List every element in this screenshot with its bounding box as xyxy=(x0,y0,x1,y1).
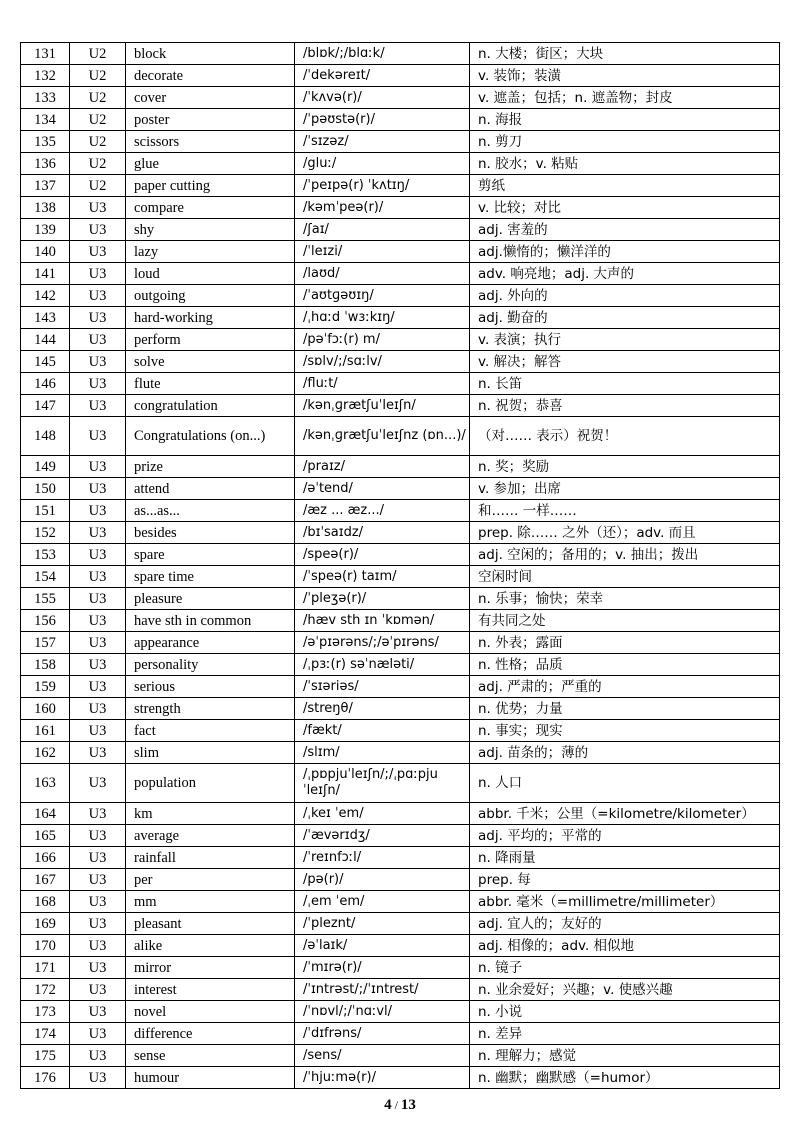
table-row xyxy=(21,742,780,764)
phonetic: /pəˈfɔː(r) m/ xyxy=(295,329,470,351)
unit-label: U3 xyxy=(70,417,126,456)
chinese-meaning: n. 海报 xyxy=(470,109,780,131)
entry-number: 158 xyxy=(21,654,70,676)
entry-number: 153 xyxy=(21,544,70,566)
chinese-meaning: 有共同之处 xyxy=(470,610,780,632)
phonetic: /ˈsɪəriəs/ xyxy=(295,676,470,698)
chinese-meaning: n. 长笛 xyxy=(470,373,780,395)
entry-number: 171 xyxy=(21,957,70,979)
unit-label: U2 xyxy=(70,175,126,197)
entry-number: 174 xyxy=(21,1023,70,1045)
phonetic: /ˈmɪrə(r)/ xyxy=(295,957,470,979)
phonetic: /laʊd/ xyxy=(295,263,470,285)
english-word: strength xyxy=(126,698,295,720)
unit-label: U3 xyxy=(70,632,126,654)
entry-number: 170 xyxy=(21,935,70,957)
unit-label: U2 xyxy=(70,65,126,87)
chinese-meaning: （对…… 表示）祝贺！ xyxy=(470,417,780,456)
entry-number: 172 xyxy=(21,979,70,1001)
chinese-meaning: adj. 勤奋的 xyxy=(470,307,780,329)
unit-label: U3 xyxy=(70,935,126,957)
chinese-meaning: n. 事实；现实 xyxy=(470,720,780,742)
english-word: loud xyxy=(126,263,295,285)
phonetic: /streŋθ/ xyxy=(295,698,470,720)
chinese-meaning: n. 胶水；v. 粘贴 xyxy=(470,153,780,175)
english-word: spare xyxy=(126,544,295,566)
phonetic: /ˈaʊtɡəʊɪŋ/ xyxy=(295,285,470,307)
unit-label: U3 xyxy=(70,1045,126,1067)
entry-number: 167 xyxy=(21,869,70,891)
phonetic: /ˈkʌvə(r)/ xyxy=(295,87,470,109)
unit-label: U3 xyxy=(70,720,126,742)
unit-label: U3 xyxy=(70,1067,126,1089)
phonetic: /ˈævərɪdʒ/ xyxy=(295,825,470,847)
english-word: congratulation xyxy=(126,395,295,417)
english-word: average xyxy=(126,825,295,847)
phonetic: /ˌpɜː(r) səˈnæləti/ xyxy=(295,654,470,676)
english-word: besides xyxy=(126,522,295,544)
table-row xyxy=(21,632,780,654)
vocabulary-table xyxy=(20,42,780,1089)
english-word: appearance xyxy=(126,632,295,654)
phonetic: /kənˌɡrætʃuˈleɪʃnz (ɒn...)/ xyxy=(295,417,470,456)
table-row xyxy=(21,935,780,957)
table-row xyxy=(21,979,780,1001)
phonetic: /ˈnɒvl/;/ˈnɑːvl/ xyxy=(295,1001,470,1023)
chinese-meaning: adj. 严肃的；严重的 xyxy=(470,676,780,698)
entry-number: 164 xyxy=(21,803,70,825)
chinese-meaning: adj. 外向的 xyxy=(470,285,780,307)
table-row xyxy=(21,803,780,825)
chinese-meaning: prep. 除…… 之外（还）；adv. 而且 xyxy=(470,522,780,544)
chinese-meaning: 剪纸 xyxy=(470,175,780,197)
phonetic: /əˈpɪərəns/;/əˈpɪrəns/ xyxy=(295,632,470,654)
english-word: glue xyxy=(126,153,295,175)
unit-label: U3 xyxy=(70,329,126,351)
english-word: spare time xyxy=(126,566,295,588)
entry-number: 162 xyxy=(21,742,70,764)
english-word: as...as... xyxy=(126,500,295,522)
phonetic: /bɪˈsaɪdz/ xyxy=(295,522,470,544)
chinese-meaning: v. 遮盖；包括；n. 遮盖物；封皮 xyxy=(470,87,780,109)
phonetic: /pə(r)/ xyxy=(295,869,470,891)
table-row xyxy=(21,847,780,869)
table-row xyxy=(21,588,780,610)
entry-number: 176 xyxy=(21,1067,70,1089)
unit-label: U2 xyxy=(70,131,126,153)
english-word: sense xyxy=(126,1045,295,1067)
table-row xyxy=(21,676,780,698)
unit-label: U3 xyxy=(70,395,126,417)
english-word: humour xyxy=(126,1067,295,1089)
table-row xyxy=(21,764,780,803)
chinese-meaning: n. 优势；力量 xyxy=(470,698,780,720)
chinese-meaning: adj. 平均的；平常的 xyxy=(470,825,780,847)
table-row xyxy=(21,417,780,456)
chinese-meaning: n. 业余爱好；兴趣；v. 使感兴趣 xyxy=(470,979,780,1001)
phonetic: /əˈtend/ xyxy=(295,478,470,500)
table-row xyxy=(21,544,780,566)
entry-number: 144 xyxy=(21,329,70,351)
entry-number: 151 xyxy=(21,500,70,522)
table-row xyxy=(21,654,780,676)
unit-label: U3 xyxy=(70,698,126,720)
phonetic: /ʃaɪ/ xyxy=(295,219,470,241)
table-row xyxy=(21,43,780,65)
unit-label: U3 xyxy=(70,588,126,610)
chinese-meaning: n. 降雨量 xyxy=(470,847,780,869)
page-separator: / xyxy=(394,1098,398,1112)
entry-number: 133 xyxy=(21,87,70,109)
phonetic: /fækt/ xyxy=(295,720,470,742)
entry-number: 141 xyxy=(21,263,70,285)
entry-number: 166 xyxy=(21,847,70,869)
phonetic: /ˈɪntrəst/;/ˈɪntrest/ xyxy=(295,979,470,1001)
unit-label: U3 xyxy=(70,263,126,285)
unit-label: U3 xyxy=(70,913,126,935)
entry-number: 163 xyxy=(21,764,70,803)
english-word: novel xyxy=(126,1001,295,1023)
unit-label: U3 xyxy=(70,522,126,544)
table-row xyxy=(21,478,780,500)
phonetic: /ˌem ˈem/ xyxy=(295,891,470,913)
chinese-meaning: n. 性格；品质 xyxy=(470,654,780,676)
table-row xyxy=(21,65,780,87)
phonetic: /kənˌɡrætʃuˈleɪʃn/ xyxy=(295,395,470,417)
entry-number: 154 xyxy=(21,566,70,588)
unit-label: U3 xyxy=(70,764,126,803)
entry-number: 148 xyxy=(21,417,70,456)
table-row xyxy=(21,500,780,522)
chinese-meaning: v. 表演；执行 xyxy=(470,329,780,351)
phonetic: /ˈspeə(r) taɪm/ xyxy=(295,566,470,588)
phonetic: /slɪm/ xyxy=(295,742,470,764)
table-row xyxy=(21,109,780,131)
chinese-meaning: n. 差异 xyxy=(470,1023,780,1045)
table-row xyxy=(21,395,780,417)
unit-label: U2 xyxy=(70,153,126,175)
table-row xyxy=(21,698,780,720)
chinese-meaning: prep. 每 xyxy=(470,869,780,891)
entry-number: 168 xyxy=(21,891,70,913)
english-word: difference xyxy=(126,1023,295,1045)
english-word: pleasure xyxy=(126,588,295,610)
phonetic: /ˈleɪzi/ xyxy=(295,241,470,263)
chinese-meaning: v. 参加；出席 xyxy=(470,478,780,500)
unit-label: U3 xyxy=(70,654,126,676)
english-word: mm xyxy=(126,891,295,913)
table-row xyxy=(21,891,780,913)
unit-label: U3 xyxy=(70,825,126,847)
phonetic: /sɒlv/;/sɑːlv/ xyxy=(295,351,470,373)
entry-number: 159 xyxy=(21,676,70,698)
unit-label: U3 xyxy=(70,285,126,307)
chinese-meaning: n. 奖；奖励 xyxy=(470,456,780,478)
table-row xyxy=(21,869,780,891)
vocabulary-table-body xyxy=(21,43,780,1089)
english-word: prize xyxy=(126,456,295,478)
unit-label: U3 xyxy=(70,544,126,566)
english-word: fact xyxy=(126,720,295,742)
unit-label: U3 xyxy=(70,307,126,329)
entry-number: 138 xyxy=(21,197,70,219)
english-word: poster xyxy=(126,109,295,131)
phonetic: /gluː/ xyxy=(295,153,470,175)
table-row xyxy=(21,219,780,241)
english-word: outgoing xyxy=(126,285,295,307)
entry-number: 132 xyxy=(21,65,70,87)
entry-number: 142 xyxy=(21,285,70,307)
english-word: scissors xyxy=(126,131,295,153)
english-word: slim xyxy=(126,742,295,764)
unit-label: U3 xyxy=(70,957,126,979)
unit-label: U3 xyxy=(70,742,126,764)
chinese-meaning: n. 外表；露面 xyxy=(470,632,780,654)
table-row xyxy=(21,456,780,478)
entry-number: 139 xyxy=(21,219,70,241)
table-row xyxy=(21,263,780,285)
unit-label: U3 xyxy=(70,478,126,500)
chinese-meaning: adj. 宜人的；友好的 xyxy=(470,913,780,935)
table-row xyxy=(21,307,780,329)
entry-number: 175 xyxy=(21,1045,70,1067)
unit-label: U3 xyxy=(70,610,126,632)
entry-number: 137 xyxy=(21,175,70,197)
table-row xyxy=(21,566,780,588)
unit-label: U3 xyxy=(70,197,126,219)
phonetic: /praɪz/ xyxy=(295,456,470,478)
unit-label: U3 xyxy=(70,869,126,891)
english-word: rainfall xyxy=(126,847,295,869)
page-footer xyxy=(0,1097,800,1114)
chinese-meaning: adj.懒惰的；懒洋洋的 xyxy=(470,241,780,263)
entry-number: 169 xyxy=(21,913,70,935)
entry-number: 134 xyxy=(21,109,70,131)
chinese-meaning: v. 装饰；装潢 xyxy=(470,65,780,87)
phonetic: /speə(r)/ xyxy=(295,544,470,566)
chinese-meaning: abbr. 毫米（=millimetre/millimeter） xyxy=(470,891,780,913)
unit-label: U3 xyxy=(70,373,126,395)
chinese-meaning: adj. 空闲的；备用的；v. 抽出；拨出 xyxy=(470,544,780,566)
unit-label: U3 xyxy=(70,676,126,698)
chinese-meaning: v. 解决；解答 xyxy=(470,351,780,373)
chinese-meaning: n. 小说 xyxy=(470,1001,780,1023)
unit-label: U3 xyxy=(70,456,126,478)
unit-label: U2 xyxy=(70,43,126,65)
table-row xyxy=(21,285,780,307)
english-word: interest xyxy=(126,979,295,1001)
english-word: block xyxy=(126,43,295,65)
table-row xyxy=(21,1001,780,1023)
english-word: compare xyxy=(126,197,295,219)
table-row xyxy=(21,373,780,395)
phonetic: /blɒk/;/blɑːk/ xyxy=(295,43,470,65)
english-word: mirror xyxy=(126,957,295,979)
chinese-meaning: v. 比较；对比 xyxy=(470,197,780,219)
table-row xyxy=(21,241,780,263)
phonetic: /ˈdekəreɪt/ xyxy=(295,65,470,87)
entry-number: 160 xyxy=(21,698,70,720)
entry-number: 157 xyxy=(21,632,70,654)
phonetic: /ˈsɪzəz/ xyxy=(295,131,470,153)
chinese-meaning: abbr. 千米；公里（=kilometre/kilometer） xyxy=(470,803,780,825)
table-row xyxy=(21,131,780,153)
english-word: personality xyxy=(126,654,295,676)
english-word: population xyxy=(126,764,295,803)
phonetic: /ˌpɒpjuˈleɪʃn/;/ˌpɑːpjuˈleɪʃn/ xyxy=(295,764,470,803)
unit-label: U3 xyxy=(70,847,126,869)
entry-number: 131 xyxy=(21,43,70,65)
table-row xyxy=(21,1045,780,1067)
chinese-meaning: n. 剪刀 xyxy=(470,131,780,153)
phonetic: /ˈhjuːmə(r)/ xyxy=(295,1067,470,1089)
table-row xyxy=(21,522,780,544)
chinese-meaning: n. 镜子 xyxy=(470,957,780,979)
page-number: 4 xyxy=(384,1097,392,1113)
table-row xyxy=(21,1067,780,1089)
english-word: alike xyxy=(126,935,295,957)
unit-label: U3 xyxy=(70,891,126,913)
unit-label: U3 xyxy=(70,979,126,1001)
english-word: km xyxy=(126,803,295,825)
english-word: pleasant xyxy=(126,913,295,935)
phonetic: /æz ... æz.../ xyxy=(295,500,470,522)
english-word: shy xyxy=(126,219,295,241)
phonetic: /ˌhɑːd ˈwɜːkɪŋ/ xyxy=(295,307,470,329)
table-row xyxy=(21,329,780,351)
table-row xyxy=(21,153,780,175)
phonetic: /əˈlaɪk/ xyxy=(295,935,470,957)
entry-number: 150 xyxy=(21,478,70,500)
chinese-meaning: n. 幽默；幽默感（=humor） xyxy=(470,1067,780,1089)
entry-number: 149 xyxy=(21,456,70,478)
entry-number: 146 xyxy=(21,373,70,395)
unit-label: U2 xyxy=(70,109,126,131)
english-word: perform xyxy=(126,329,295,351)
phonetic: /ˈpleʒə(r)/ xyxy=(295,588,470,610)
entry-number: 156 xyxy=(21,610,70,632)
unit-label: U3 xyxy=(70,566,126,588)
chinese-meaning: adv. 响亮地；adj. 大声的 xyxy=(470,263,780,285)
chinese-meaning: adj. 害羞的 xyxy=(470,219,780,241)
english-word: flute xyxy=(126,373,295,395)
entry-number: 161 xyxy=(21,720,70,742)
english-word: serious xyxy=(126,676,295,698)
phonetic: /ˌkeɪ ˈem/ xyxy=(295,803,470,825)
chinese-meaning: n. 人口 xyxy=(470,764,780,803)
unit-label: U3 xyxy=(70,1023,126,1045)
unit-label: U3 xyxy=(70,351,126,373)
entry-number: 147 xyxy=(21,395,70,417)
phonetic: /ˈpleznt/ xyxy=(295,913,470,935)
entry-number: 165 xyxy=(21,825,70,847)
table-row xyxy=(21,197,780,219)
phonetic: /sens/ xyxy=(295,1045,470,1067)
entry-number: 173 xyxy=(21,1001,70,1023)
table-row xyxy=(21,720,780,742)
chinese-meaning: n. 大楼；街区；大块 xyxy=(470,43,780,65)
english-word: per xyxy=(126,869,295,891)
phonetic: /ˈpəʊstə(r)/ xyxy=(295,109,470,131)
phonetic: /ˈdɪfrəns/ xyxy=(295,1023,470,1045)
table-row xyxy=(21,825,780,847)
phonetic: /ˈpeɪpə(r) ˈkʌtɪŋ/ xyxy=(295,175,470,197)
table-row xyxy=(21,351,780,373)
chinese-meaning: adj. 相像的；adv. 相似地 xyxy=(470,935,780,957)
chinese-meaning: 和…… 一样…… xyxy=(470,500,780,522)
phonetic: /hæv sth ɪn ˈkɒmən/ xyxy=(295,610,470,632)
entry-number: 135 xyxy=(21,131,70,153)
table-row xyxy=(21,913,780,935)
table-row xyxy=(21,1023,780,1045)
unit-label: U3 xyxy=(70,1001,126,1023)
unit-label: U3 xyxy=(70,241,126,263)
english-word: have sth in common xyxy=(126,610,295,632)
entry-number: 140 xyxy=(21,241,70,263)
chinese-meaning: 空闲时间 xyxy=(470,566,780,588)
table-row xyxy=(21,957,780,979)
unit-label: U3 xyxy=(70,219,126,241)
table-row xyxy=(21,87,780,109)
table-row xyxy=(21,610,780,632)
entry-number: 143 xyxy=(21,307,70,329)
phonetic: /ˈreɪnfɔːl/ xyxy=(295,847,470,869)
entry-number: 145 xyxy=(21,351,70,373)
unit-label: U3 xyxy=(70,803,126,825)
chinese-meaning: n. 理解力；感觉 xyxy=(470,1045,780,1067)
english-word: decorate xyxy=(126,65,295,87)
english-word: solve xyxy=(126,351,295,373)
chinese-meaning: n. 祝贺；恭喜 xyxy=(470,395,780,417)
entry-number: 136 xyxy=(21,153,70,175)
entry-number: 155 xyxy=(21,588,70,610)
chinese-meaning: n. 乐事；愉快；荣幸 xyxy=(470,588,780,610)
phonetic: /kəmˈpeə(r)/ xyxy=(295,197,470,219)
table-row xyxy=(21,175,780,197)
english-word: hard-working xyxy=(126,307,295,329)
english-word: lazy xyxy=(126,241,295,263)
english-word: cover xyxy=(126,87,295,109)
english-word: attend xyxy=(126,478,295,500)
phonetic: /fluːt/ xyxy=(295,373,470,395)
english-word: paper cutting xyxy=(126,175,295,197)
chinese-meaning: adj. 苗条的；薄的 xyxy=(470,742,780,764)
entry-number: 152 xyxy=(21,522,70,544)
unit-label: U3 xyxy=(70,500,126,522)
unit-label: U2 xyxy=(70,87,126,109)
page-total: 13 xyxy=(400,1097,416,1113)
english-word: Congratulations (on...) xyxy=(126,417,295,456)
